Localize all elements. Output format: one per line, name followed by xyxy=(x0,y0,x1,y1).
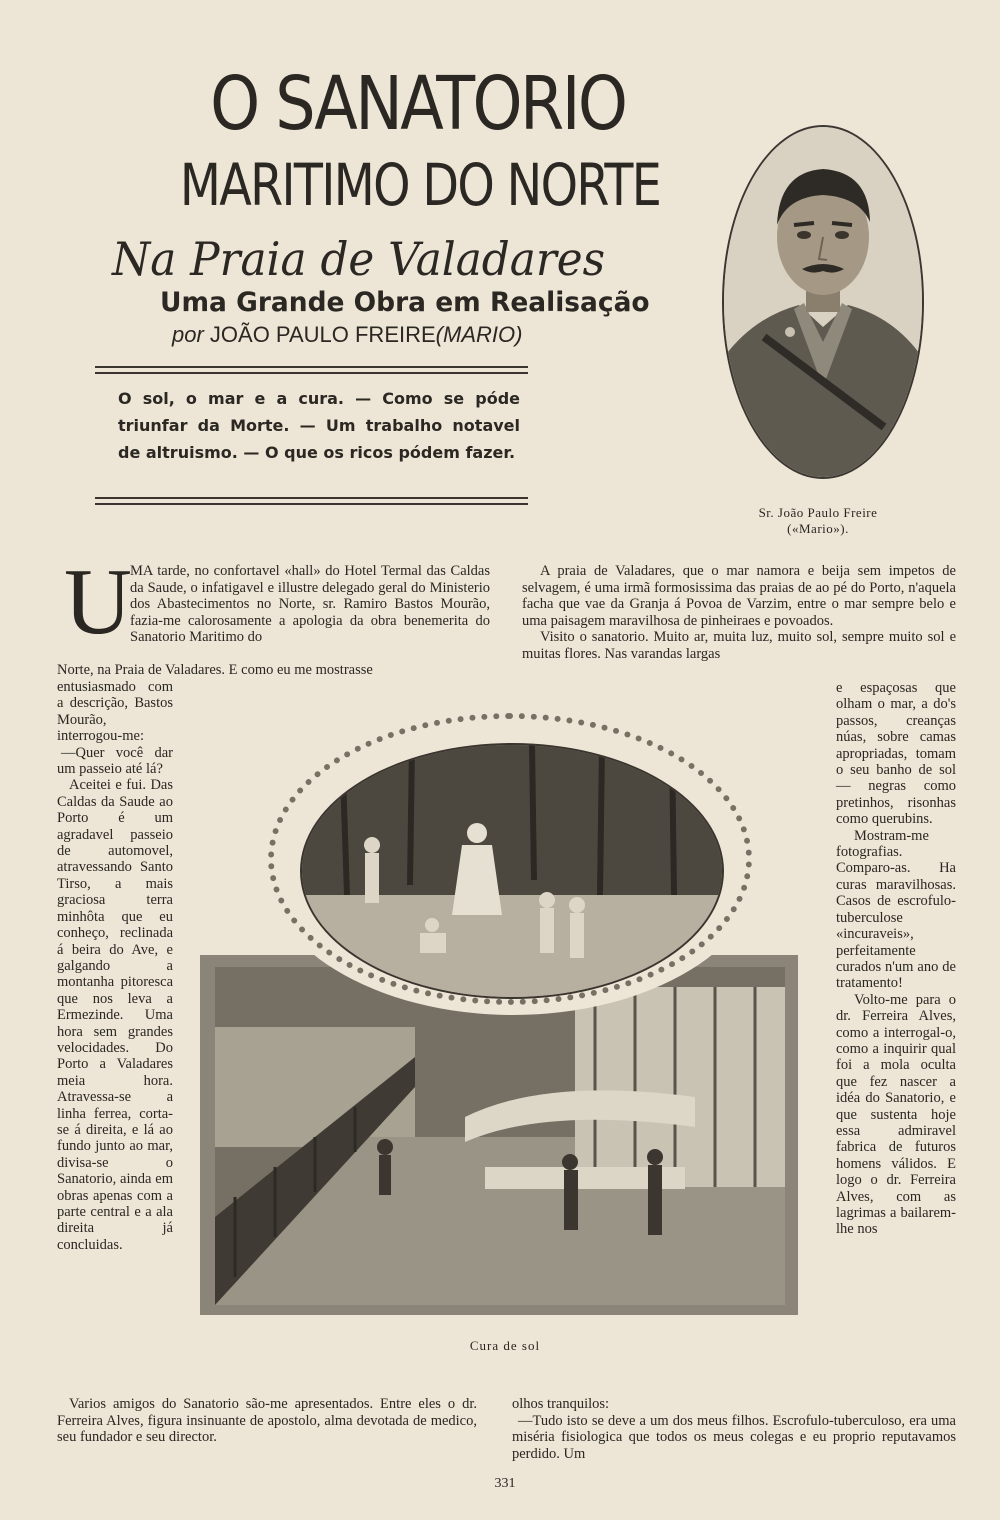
portrait-caption-line-1: Sr. João Paulo Freire xyxy=(758,505,878,520)
byline-pseudonym: (MARIO) xyxy=(435,322,523,347)
left-narrow-para-3: Aceitei e fui. Das Caldas da Saude ao Porto é um agradavel passeio de automovel, atravessando Santo Tirso, a mais graciosa terra minhôta que eu conheço, reclinada á beira do Ave, e galgando a montanha pitoresca que nos leva a Ermezinde. Uma hora sem grandes velocidades. Do Porto a Valadares meia hora. Atravessa-se a linha ferrea, corta-se á direita, e lá ao fundo junto ao mar, divisa-se o Sanatorio, ainda em obras apenas com a parte central e a ala direita já concluidas. xyxy=(57,777,173,1253)
left-narrow-column xyxy=(57,679,173,1253)
veranda-illustration xyxy=(215,967,785,1305)
veranda-photo xyxy=(215,967,785,1305)
left-bottom-para: Varios amigos do Sanatorio são-me apresentados. Entre eles o dr. Ferreira Alves, figura insinuante de apostolo, alma devotada de medico, seu fundador e seu director. xyxy=(57,1396,477,1446)
left-narrow-para-2: —Quer você dar um passeio até lá? xyxy=(57,744,173,778)
rule-bottom-2 xyxy=(95,503,528,505)
right-narrow-column xyxy=(836,680,956,1238)
forest-photo xyxy=(300,743,724,999)
forest-illustration xyxy=(302,745,722,997)
portrait-caption-line-2: («Mario»). xyxy=(787,521,849,536)
right-bottom-para-1: olhos tranquilos: xyxy=(512,1396,610,1412)
portrait-caption xyxy=(718,505,918,537)
right-top-para-2: Visito o sanatorio. Muito ar, muita luz, muito sol, sempre muito sol e muitas flores. Nas varandas largas xyxy=(522,629,956,662)
left-bottom-paragraph xyxy=(57,1396,477,1446)
right-bottom-column xyxy=(512,1396,956,1462)
right-narrow-para-3: Volto-me para o dr. Ferreira Alves, como a interrogal-o, como a inquirir qual foi a mola oculta que fez nascer a idéa do Sanatorio, e que sustenta hoje essa admiravel fabrica de futuros homens válidos. E logo o dr. Ferreira Alves, com as lagrimas a bailarem-lhe nos xyxy=(836,991,956,1238)
rule-bottom-1 xyxy=(95,497,528,499)
intro-paragraph-top: MA tarde, no confortavel «hall» do Hotel Termal das Caldas da Saude, o infatigavel e illustre delegado geral do Ministerio dos Abastecimentos no Norte, sr. Ramiro Bastos Mourão, fazia-me calorosamente a apologia da obra benemerita do Sanatorio Maritimo do xyxy=(130,563,490,646)
byline xyxy=(172,320,532,350)
right-bottom-para-2: —Tudo isto se deve a um dos meus filhos. Escrofulo-tuberculoso, era uma miséria fisiologica que todos os meus colegas e eu proprio reputavamos perdido. Um xyxy=(512,1412,956,1462)
right-top-para-1: A praia de Valadares, que o mar namora e beija sem impetos de selvagem, é uma irmã formosissima das praias de ao pé do Porto, n'aquela facha que vae da Granja á Povoa de Varzim, entre o mar sempre belo e uma paisagem maravilhosa de pinheiraes e povoados. xyxy=(522,563,956,629)
tagline: Uma Grande Obra em Realisação xyxy=(160,287,650,318)
rule-top-1 xyxy=(95,366,528,368)
intro-paragraph-line: Norte, na Praia de Valadares. E como eu me mostrasse xyxy=(57,662,373,678)
rule-top-2 xyxy=(95,372,528,374)
right-top-column xyxy=(522,563,956,663)
right-narrow-para-2: Mostram-me fotografias. Comparo-as. Ha curas maravilhosas. Casos de escrofulo-tuberculose «incuraveis», perfeitamente curados n'um ano de tratamento! xyxy=(836,827,956,992)
drop-cap: U xyxy=(64,550,132,654)
left-narrow-para-1: entusiasmado com a descrição, Bastos Mourão, interrogou-me: xyxy=(57,679,173,745)
byline-por: por xyxy=(172,322,204,347)
byline-author: JOÃO PAULO FREIRE xyxy=(209,322,436,347)
subtitle: Na Praia de Valadares xyxy=(112,232,606,286)
portrait-illustration xyxy=(724,127,922,477)
page-number: 331 xyxy=(494,1476,516,1491)
right-narrow-para-1: e espaçosas que olham o mar, a do's passos, creanças núas, sobre camas apropriadas, tomam o seu banho de sol — negras como pretinhos, risonhas como querubins. xyxy=(836,680,956,828)
article-summary: O sol, o mar e a cura. — Como se póde triunfar da Morte. — Um trabalho notavel de altruismo. — O que os ricos pódem fazer. xyxy=(118,389,520,462)
title-line-2: MARITIMO DO NORTE xyxy=(179,151,661,219)
title-line-1: O SANATORIO xyxy=(210,61,626,147)
portrait-photo xyxy=(722,125,924,479)
photo-caption: Cura de sol xyxy=(469,1338,541,1353)
